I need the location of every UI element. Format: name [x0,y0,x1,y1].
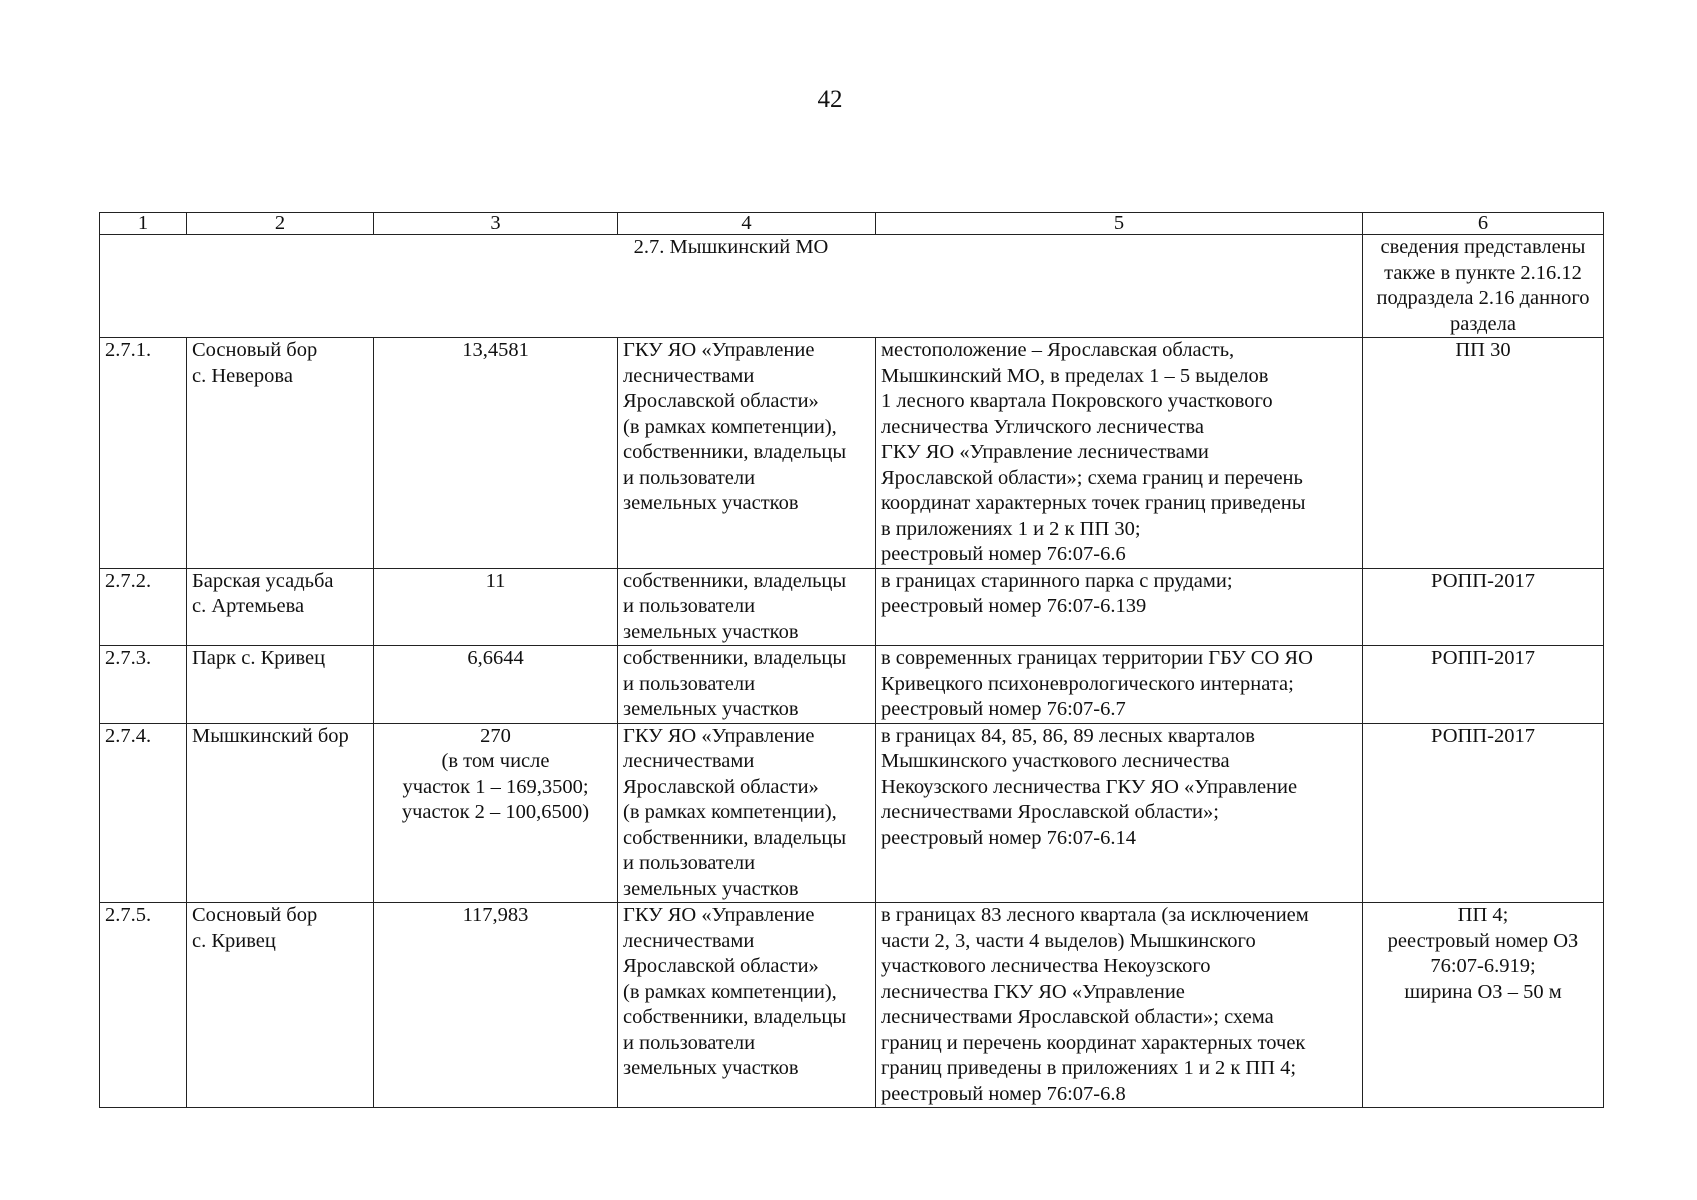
object-name: Сосновый бор с. Кривец [187,903,374,1108]
object-location: в современных границах территории ГБУ СО ЯО Кривецкого психоневрологического интерната; реестровый номер 76:07-6.7 [876,646,1363,724]
row-number: 2.7.5. [100,903,187,1108]
object-owner: ГКУ ЯО «Управление лесничествами Ярославской области» (в рамках компетенции), собственники, владельцы и пользователи земельных участков [618,338,876,569]
object-source: РОПП-2017 [1363,646,1604,724]
table-row [100,903,1604,1108]
table-row [100,646,1604,724]
object-area: 6,6644 [374,646,618,724]
object-location: в границах старинного парка с прудами; реестровый номер 76:07-6.139 [876,568,1363,646]
header-cell: 5 [876,213,1363,235]
object-source: РОПП-2017 [1363,568,1604,646]
object-owner: собственники, владельцы и пользователи земельных участков [618,646,876,724]
table-row [100,723,1604,903]
table-header-row [100,213,1604,235]
object-location: местоположение – Ярославская область, Мышкинский МО, в пределах 1 – 5 выделов 1 лесного квартала Покровского участкового лесничества Угличского лесничества ГКУ ЯО «Управление лесничествами Ярославской области»; схема границ и перечень координат характерных точек границ приведены в приложениях 1 и 2 к ПП 30; реестровый номер 76:07-6.6 [876,338,1363,569]
object-source: РОПП-2017 [1363,723,1604,903]
object-name: Сосновый бор с. Неверова [187,338,374,569]
page-number: 42 [817,86,843,113]
object-owner: собственники, владельцы и пользователи земельных участков [618,568,876,646]
row-number: 2.7.4. [100,723,187,903]
object-location: в границах 84, 85, 86, 89 лесных кварталов Мышкинского участкового лесничества Некоузского лесничества ГКУ ЯО «Управление лесничествами Ярославской области»; реестровый номер 76:07-6.14 [876,723,1363,903]
row-number: 2.7.3. [100,646,187,724]
object-area: 117,983 [374,903,618,1108]
object-name: Парк с. Кривец [187,646,374,724]
object-owner: ГКУ ЯО «Управление лесничествами Ярославской области» (в рамках компетенции), собственники, владельцы и пользователи земельных участков [618,903,876,1108]
object-area: 13,4581 [374,338,618,569]
row-number: 2.7.1. [100,338,187,569]
object-source: ПП 4; реестровый номер ОЗ 76:07-6.919; ширина ОЗ – 50 м [1363,903,1604,1108]
object-source: ПП 30 [1363,338,1604,569]
document-table [99,212,1604,1108]
object-owner: ГКУ ЯО «Управление лесничествами Ярославской области» (в рамках компетенции), собственники, владельцы и пользователи земельных участков [618,723,876,903]
object-area: 11 [374,568,618,646]
object-name: Мышкинский бор [187,723,374,903]
table-row [100,568,1604,646]
section-note: сведения представлены также в пункте 2.16.12 подраздела 2.16 данного раздела [1363,235,1604,338]
object-location: в границах 83 лесного квартала (за исключением части 2, 3, части 4 выделов) Мышкинского участкового лесничества Некоузского лесничества ГКУ ЯО «Управление лесничествами Ярославской области»; схема границ и перечень координат характерных точек границ приведены в приложениях 1 и 2 к ПП 4; реестровый номер 76:07-6.8 [876,903,1363,1108]
header-cell: 4 [618,213,876,235]
table-row [100,338,1604,569]
header-cell: 1 [100,213,187,235]
section-title: 2.7. Мышкинский МО [100,235,1363,338]
object-name: Барская усадьба с. Артемьева [187,568,374,646]
header-cell: 3 [374,213,618,235]
section-row [100,235,1604,338]
row-number: 2.7.2. [100,568,187,646]
header-cell: 2 [187,213,374,235]
object-area: 270 (в том числе участок 1 – 169,3500; участок 2 – 100,6500) [374,723,618,903]
header-cell: 6 [1363,213,1604,235]
